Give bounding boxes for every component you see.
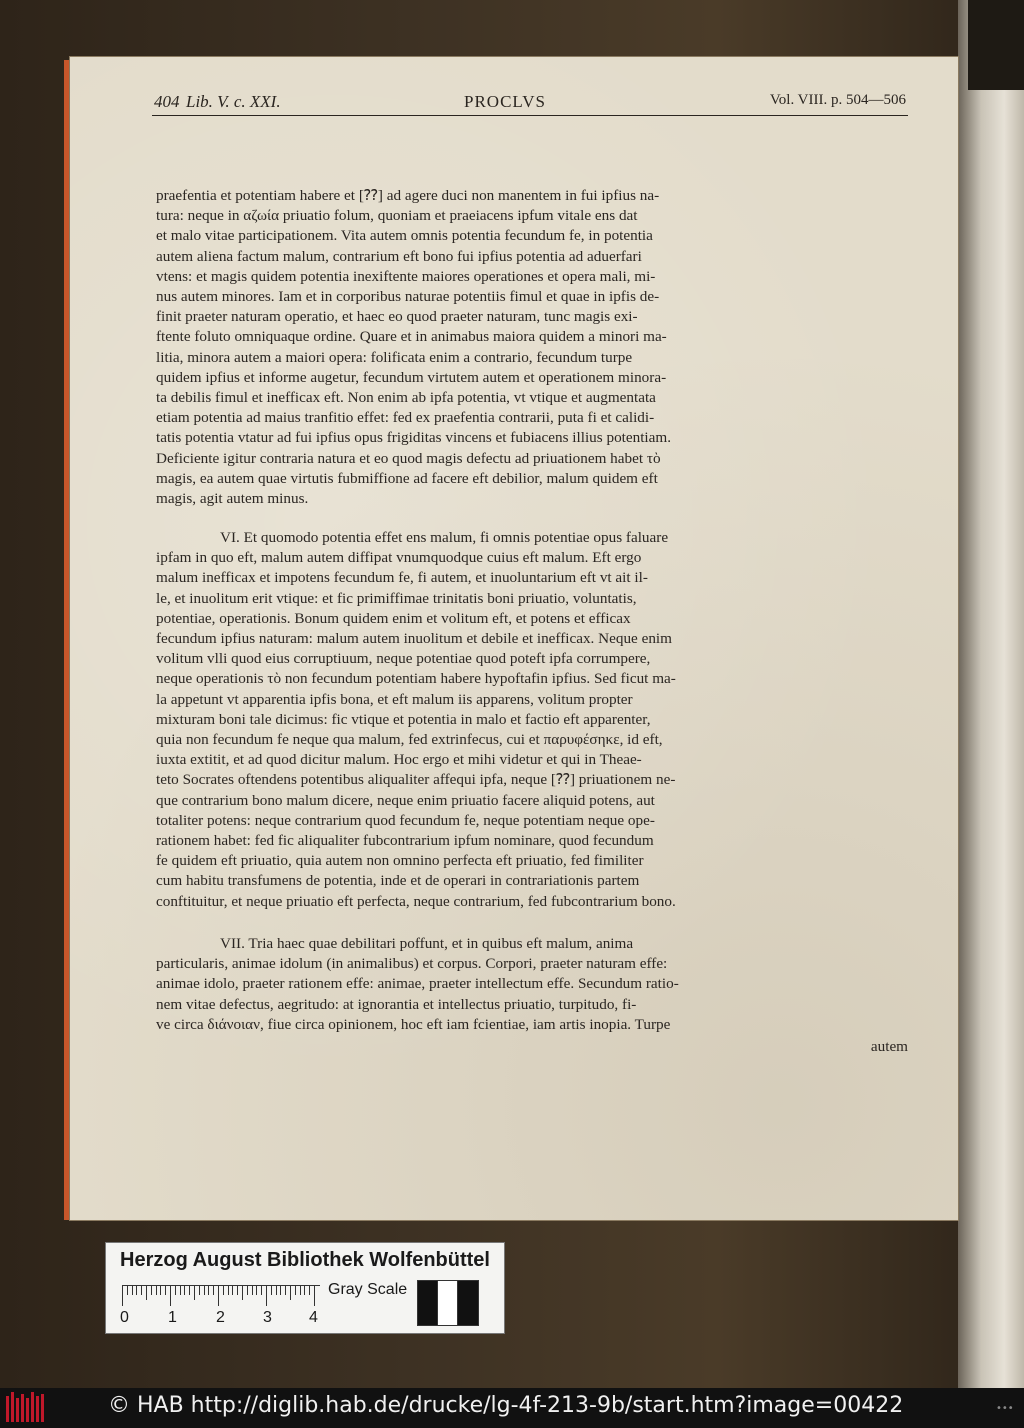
text-line: autem aliena factum malum, contrarium eft bono fui ipfius potentia ad aduerfari bbox=[156, 247, 642, 265]
ruler-tick bbox=[189, 1286, 190, 1295]
text-line: ve circa διάνοιαν, fiue circa opinionem, hoc eft iam fcientiae, iam artis inopia. Turpe bbox=[156, 1015, 671, 1033]
gray-scale-label: Gray Scale bbox=[328, 1281, 408, 1298]
ruler-tick bbox=[261, 1286, 262, 1295]
footer-dots: ••• bbox=[996, 1403, 1014, 1414]
text-line: etiam potentia ad maius tranfitio effet: fed ex praefentia contrarii, puta fi et calidi- bbox=[156, 409, 655, 427]
ruler-tick bbox=[184, 1286, 185, 1295]
ruler-tick bbox=[309, 1286, 310, 1295]
text-line: le, et inuolitum erit vtique: et fic primiffimae trinitatis boni priuatio, voluntatis, bbox=[156, 589, 637, 607]
text-line: potentiae, operationis. Bonum quidem enim et volitum eft, et potens et efficax bbox=[156, 609, 631, 627]
ruler-tick bbox=[146, 1286, 147, 1300]
text-line: mixturam boni tale dicimus: fic vtique et potentia in malo et factio eft apparenter, bbox=[156, 710, 651, 728]
text-line: ftente foluto omniquaque ordine. Quare et in animabus maiora quidem a minori ma- bbox=[156, 328, 667, 346]
text-line: rationem habet: fed fic aliqualiter fubcontrarium ipfum nominare, quod fecundum bbox=[156, 832, 654, 850]
ruler bbox=[122, 1285, 320, 1306]
ruler-tick bbox=[170, 1286, 171, 1306]
gray-swatch bbox=[458, 1281, 478, 1325]
text-line: fecundum ipfius naturam: malum autem inuolitum et debile et inefficax. Neque enim bbox=[156, 630, 672, 648]
text-line: vtens: et magis quidem potentia inexiftente maiores operationes et opera mali, mi- bbox=[156, 267, 656, 285]
ruler-tick bbox=[127, 1286, 128, 1295]
gray-swatch bbox=[438, 1281, 458, 1325]
ruler-tick bbox=[237, 1286, 238, 1295]
text-line: magis, agit autem minus. bbox=[156, 490, 309, 508]
ruler-tick bbox=[266, 1286, 267, 1306]
header-rule bbox=[152, 115, 908, 116]
text-line: iuxta extitit, et ad quod dicitur malum. Hoc ergo et mihi videtur et qui in Theae- bbox=[156, 751, 642, 769]
ruler-tick bbox=[223, 1286, 224, 1295]
ruler-tick bbox=[276, 1286, 277, 1295]
text-line: la appetunt vt apparentia ipfis bona, et eft malum iis apparens, volitum propter bbox=[156, 690, 633, 708]
ruler-tick bbox=[156, 1286, 157, 1295]
text-line: quia non fecundum fe neque qua malum, fed extrinfecus, cui et παρυφέσηκε, id eft, bbox=[156, 731, 663, 749]
text-line: VII. Tria haec quae debilitari poffunt, et in quibus eft malum, anima bbox=[220, 935, 634, 952]
gray-swatch bbox=[418, 1281, 438, 1325]
ruler-tick bbox=[160, 1286, 161, 1295]
ruler-tick bbox=[175, 1286, 176, 1295]
text-line: litia, minora autem a maiori opera: folificata enim a contrario, fecundum turpe bbox=[156, 348, 633, 366]
ruler-tick bbox=[256, 1286, 257, 1295]
ruler-tick bbox=[218, 1286, 219, 1306]
text-line: Deficiente igitur contraria natura et eo quod magis defectu ad priuationem habet τὸ bbox=[156, 449, 661, 467]
text-line: tatis potentia vtatur ad fui ipfius opus frigiditas vincens et fubiacens illius potentiam. bbox=[156, 429, 672, 447]
text-line: cum habitu transfumens de potentia, inde et de operari in contrariationis partem bbox=[156, 872, 640, 890]
paragraph-continuation bbox=[156, 186, 908, 509]
ruler-tick bbox=[213, 1286, 214, 1295]
ruler-tick bbox=[280, 1286, 281, 1295]
ruler-tick bbox=[151, 1286, 152, 1295]
text-line: et malo vitae participationem. Vita autem omnis potentia fecundum fe, in potentia bbox=[156, 227, 653, 245]
ruler-tick bbox=[165, 1286, 166, 1295]
text-line: tura: neque in αζωία priuatio folum, quoniam et praeiacens ipfum vitale ens dat bbox=[156, 207, 638, 225]
ruler-tick bbox=[208, 1286, 209, 1295]
text-line: fe quidem eft priuatio, quia autem non omnino perfecta eft priuatio, fed fimiliter bbox=[156, 852, 644, 870]
text-line: conftituitur, et neque priuatio eft perfecta, neque contrarium, fed fubcontrarium bono. bbox=[156, 892, 676, 910]
text-line: neque operationis τὸ non fecundum potentiam habere hypoftafin ipfius. Sed ficut ma- bbox=[156, 670, 676, 688]
paragraph-vi bbox=[156, 528, 908, 912]
ruler-tick bbox=[300, 1286, 301, 1295]
text-line: quidem ipfius et informe augetur, fecundum virtutem autem et operationem minora- bbox=[156, 368, 667, 386]
ruler-tick bbox=[194, 1286, 195, 1300]
institution-name: Herzog August Bibliothek Wolfenbüttel bbox=[120, 1249, 490, 1271]
color-scale-card bbox=[106, 1243, 504, 1333]
ruler-number: 3 bbox=[263, 1309, 272, 1326]
spine-shadow bbox=[968, 0, 1024, 90]
text-line: totaliter potens: neque contrarium quod fecundum fe, neque potentiam neque ope- bbox=[156, 811, 655, 829]
ruler-tick bbox=[141, 1286, 142, 1295]
text-line: que contrarium bono malum dicere, neque enim priuatio facere aliquid potens, aut bbox=[156, 791, 655, 809]
text-line: VI. Et quomodo potentia effet ens malum, fi omnis potentiae opus faluare bbox=[220, 529, 669, 546]
ruler-tick bbox=[314, 1286, 315, 1306]
ruler-number: 0 bbox=[120, 1309, 129, 1326]
page-number: 404 bbox=[154, 92, 180, 111]
ruler-tick bbox=[122, 1286, 123, 1306]
text-line: volitum vlli quod eius corruptiuum, neque potentiae quod poteft ipfa corrumpere, bbox=[156, 650, 651, 668]
ruler-tick bbox=[199, 1286, 200, 1295]
ruler-tick bbox=[285, 1286, 286, 1295]
text-line: ipfam in quo eft, malum autem diffipat vnumquodque cuius eft malum. Eft ergo bbox=[156, 549, 642, 567]
adjacent-page-edge bbox=[958, 0, 1024, 1388]
chapter-reference: Lib. V. c. XXI. bbox=[186, 92, 281, 111]
ruler-tick bbox=[271, 1286, 272, 1295]
ruler-tick bbox=[304, 1286, 305, 1295]
hab-logo-icon bbox=[4, 1390, 48, 1426]
ruler-tick bbox=[290, 1286, 291, 1300]
volume-reference: Vol. VIII. p. 504—506 bbox=[769, 92, 906, 108]
ruler-tick bbox=[232, 1286, 233, 1295]
ruler-tick bbox=[180, 1286, 181, 1295]
ruler-tick bbox=[228, 1286, 229, 1295]
ruler-tick bbox=[204, 1286, 205, 1295]
running-title: PROCLVS bbox=[464, 92, 546, 111]
ruler-number: 4 bbox=[309, 1309, 318, 1326]
text-line: nus autem minores. Iam et in corporibus naturae potentiis fimul et quae in ipfis de- bbox=[156, 288, 660, 306]
ruler-tick bbox=[136, 1286, 137, 1295]
text-line: malum inefficax et impotens fecundum fe, fi autem, et inuoluntarium eft vt ait il- bbox=[156, 569, 648, 587]
text-line: nem vitae defectus, aegritudo: at ignorantia et intellectus priuatio, turpitudo, fi- bbox=[156, 995, 637, 1013]
text-line: magis, ea autem quae virtutis fubmiffione ad facere eft debilior, malum quidem eft bbox=[156, 469, 658, 487]
text-line: teto Socrates oftendens potentibus aliqualiter affequi ipfa, neque [⁇] priuationem ne- bbox=[156, 771, 676, 789]
copyright-url: © HAB http://diglib.hab.de/drucke/lg-4f-213-9b/start.htm?image=00422 bbox=[108, 1393, 904, 1418]
catchword: autem bbox=[870, 1038, 908, 1055]
ruler-tick bbox=[247, 1286, 248, 1295]
ruler-number: 1 bbox=[168, 1309, 177, 1326]
text-line: particularis, animae idolum (in animalibus) et corpus. Corpori, praeter naturam effe: bbox=[156, 955, 668, 973]
ruler-number: 2 bbox=[216, 1309, 225, 1326]
paragraph-vii bbox=[156, 934, 908, 1035]
ruler-tick bbox=[252, 1286, 253, 1295]
ruler-tick bbox=[295, 1286, 296, 1295]
text-line: finit praeter naturam operatio, et haec eo quod praeter naturam, tunc magis exi- bbox=[156, 308, 638, 326]
text-line: animae idolo, praeter rationem effe: animae, praeter intellectum effe. Secundum ratio- bbox=[156, 975, 679, 993]
ruler-tick bbox=[242, 1286, 243, 1300]
ruler-tick bbox=[132, 1286, 133, 1295]
text-line: ta debilis fimul et inefficax eft. Non enim ab ipfa potentia, vt vtique et augmentata bbox=[156, 389, 656, 407]
text-line: praefentia et potentiam habere et [⁇] ad agere duci non manentem in fui ipfius na- bbox=[156, 187, 660, 204]
